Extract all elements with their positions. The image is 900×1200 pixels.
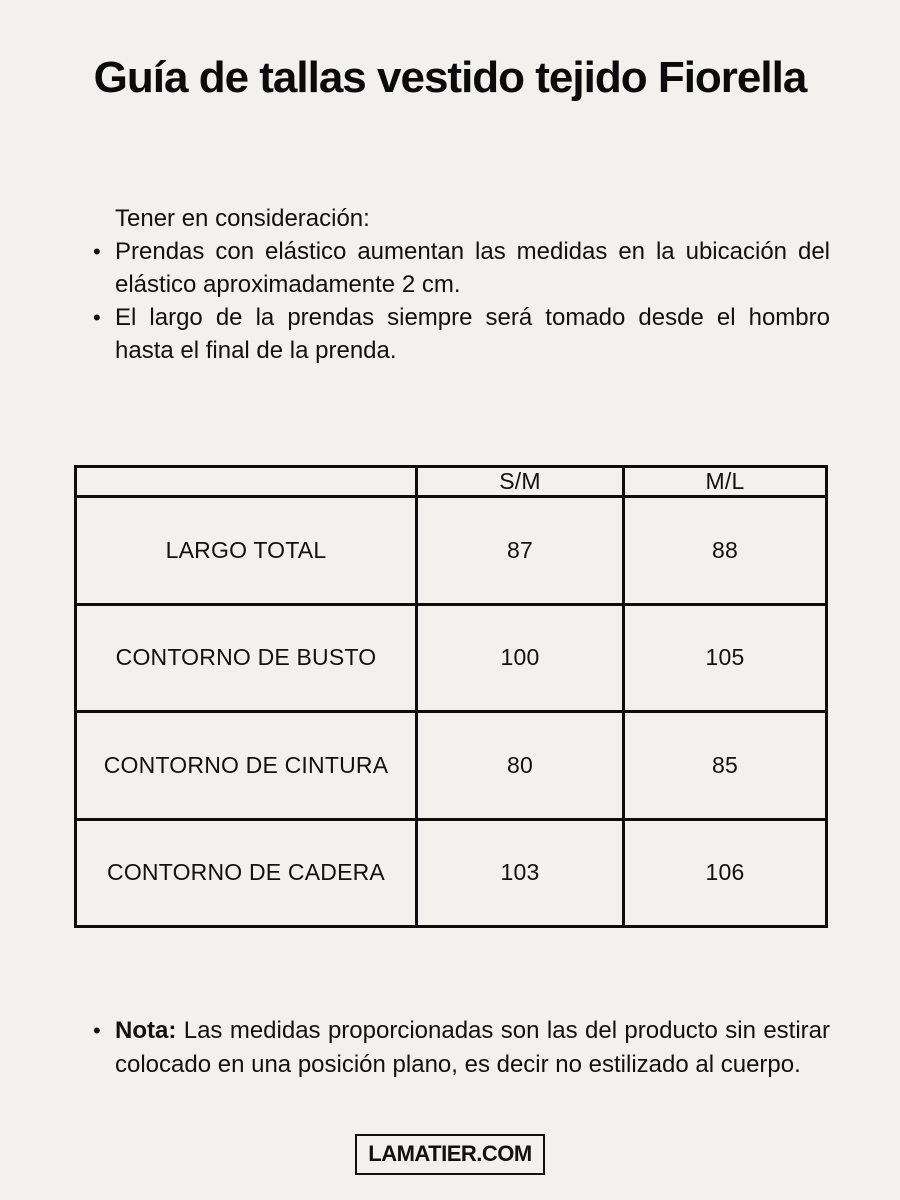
column-header-sm: S/M: [417, 467, 624, 497]
table-header-row: [76, 467, 827, 497]
measure-value-ml: 106: [624, 819, 827, 927]
consideration-text: El largo de la prendas siempre será tomado desde el hombro hasta el final de la prenda.: [115, 304, 830, 364]
bullet-dot-icon: •: [93, 1018, 101, 1043]
bullet-dot-icon: •: [93, 239, 101, 264]
table-row: [76, 604, 827, 712]
consideration-item: [93, 301, 830, 367]
measure-value-sm: 87: [417, 497, 624, 605]
consideration-item: [93, 235, 830, 301]
size-table: [74, 465, 828, 928]
page-title: Guía de tallas vestido tejido Fiorella: [93, 53, 807, 102]
measure-value-ml: 85: [624, 712, 827, 820]
measure-label: LARGO TOTAL: [76, 497, 417, 605]
table-row: [76, 819, 827, 927]
note-text: [115, 1014, 830, 1082]
measure-value-ml: 88: [624, 497, 827, 605]
measure-value-ml: 105: [624, 604, 827, 712]
measure-label: CONTORNO DE CINTURA: [76, 712, 417, 820]
considerations-section: [93, 202, 830, 367]
table-row: [76, 712, 827, 820]
bullet-dot-icon: •: [93, 305, 101, 330]
measure-label: CONTORNO DE BUSTO: [76, 604, 417, 712]
measure-value-sm: 103: [417, 819, 624, 927]
note-label: Nota:: [115, 1017, 177, 1044]
brand-box: LAMATIER.COM: [355, 1134, 544, 1175]
table-row: [76, 497, 827, 605]
measure-value-sm: 100: [417, 604, 624, 712]
note-section: [93, 1014, 830, 1082]
measure-label: CONTORNO DE CADERA: [76, 819, 417, 927]
considerations-heading: Tener en consideración:: [115, 205, 370, 232]
note-body: Las medidas proporcionadas son las del producto sin estirar colocado en una posición plano, es decir no estilizado al cuerpo.: [115, 1017, 830, 1078]
footer: [0, 1134, 900, 1175]
measure-value-sm: 80: [417, 712, 624, 820]
column-header-ml: M/L: [624, 467, 827, 497]
consideration-text: Prendas con elástico aumentan las medidas en la ubicación del elástico aproximadamente 2 cm.: [115, 238, 830, 298]
corner-header-cell: [76, 467, 417, 497]
